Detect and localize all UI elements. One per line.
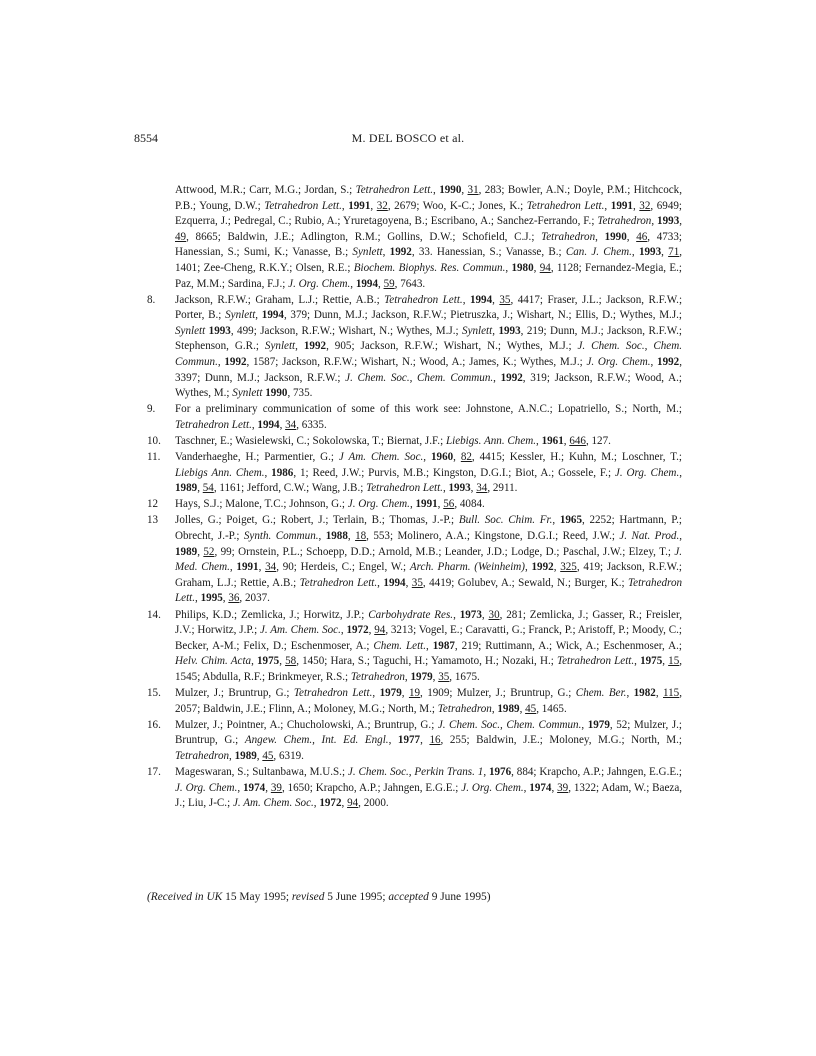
reference-text: Mulzer, J.; Pointner, A.; Chucholowski, A.; Bruntrup, G.; J. Chem. Soc., Chem. Commun., 1979, 52; Mulzer, J.; Bruntrup, G.; Angew. Chem., Int. Ed. Engl., 1977, 16, 255; Baldwin, J.E.; Moloney, M.G.; North, M.; Tetrahedron, 1989, 45, 6319.: [175, 718, 683, 762]
reference-text: Vanderhaeghe, H.; Parmentier, G.; J Am. Chem. Soc., 1960, 82, 4415; Kessler, H.; Kuhn, M.; Loschner, T.; Liebigs Ann. Chem., 1986, 1; Reed, J.W.; Purvis, M.B.; Kingston, D.G.I.; Biot, A.; Gossele, F.; J. Org. Chem., 1989, 54, 1161; Jefford, C.W.; Wang, J.B.; Tetrahedron Lett., 1993, 34, 2911.: [175, 451, 683, 495]
reference-text: Mageswaran, S.; Sultanbawa, M.U.S.; J. Chem. Soc., Perkin Trans. 1, 1976, 884; Krapcho, A.P.; Jahngen, E.G.E.; J. Org. Chem., 1974, 39, 1650; Krapcho, A.P.; Jahngen, E.G.E.; J. Org. Chem., 1974, 39, 1322; Adam, W.; Baeza, J.; Liu, J-C.; J. Am. Chem. Soc., 1972, 94, 2000.: [175, 765, 683, 810]
reference-list: [147, 183, 682, 812]
reference-text: Taschner, E.; Wasielewski, C.; Sokolowska, T.; Biernat, J.F.; Liebigs. Ann. Chem., 1961, 646, 127.: [175, 435, 611, 447]
reference-text: Mulzer, J.; Bruntrup, G.; Tetrahedron Lett., 1979, 19, 1909; Mulzer, J.; Bruntrup, G.; Chem. Ber., 1982, 115, 2057; Baldwin, J.E.; Flinn, A.; Moloney, M.G.; North, M.; Tetrahedron, 1989, 45, 1465.: [175, 687, 683, 715]
reference-item: [147, 293, 682, 402]
reference-text: Philips, K.D.; Zemlicka, J.; Horwitz, J.P.; Carbohydrate Res., 1973, 30, 281; Zemlicka, J.; Gasser, R.; Freisler, J.V.; Horwitz, J.P.; J. Am. Chem. Soc., 1972, 94, 3213; Vogel, E.; Caravatti, G.; Franck, P.; Aristoff, P.; Moody, C.; Becker, A-M.; Felix, D.; Eschenmoser, A.; Chem. Lett., 1987, 219; Ruttimann, A.; Wick, A.; Eschenmoser, A.; Helv. Chim. Acta, 1975, 58, 1450; Hara, S.; Taguchi, H.; Yamamoto, H.; Nozaki, H.; Tetrahedron Lett., 1975, 15, 1545; Abdulla, R.F.; Brinkmeyer, R.S.; Tetrahedron, 1979, 35, 1675.: [175, 608, 683, 683]
reference-item: [147, 434, 682, 450]
received-dates-footer: [147, 891, 491, 903]
reference-text: Jackson, R.F.W.; Graham, L.J.; Rettie, A.B.; Tetrahedron Lett., 1994, 35, 4417; Fraser, J.L.; Jackson, R.F.W.; Porter, B.; Synlett, 1994, 379; Dunn, M.J.; Jackson, R.F.W.; Pietruszka, J.; Wishart, N.; Ellis, D.; Wythes, M.J.; Synlett 1993, 499; Jackson, R.F.W.; Wishart, N.; Wythes, M.J.; Synlett, 1993, 219; Dunn, M.J.; Jackson, R.F.W.; Stephenson, G.R.; Synlett, 1992, 905; Jackson, R.F.W.; Wishart, N.; Wythes, M.J.; J. Chem. Soc., Chem. Commun., 1992, 1587; Jackson, R.F.W.; Wishart, N.; Wood, A.; James, K.; Wythes, M.J.; J. Org. Chem., 1992, 3397; Dunn, M.J.; Jackson, R.F.W.; J. Chem. Soc., Chem. Commun., 1992, 319; Jackson, R.F.W.; Wood, A.; Wythes, M.; Synlett 1990, 735.: [175, 293, 683, 400]
reference-text: For a preliminary communication of some of this work see: Johnstone, A.N.C.; Lopatriello, S.; North, M.; Tetrahedron Lett., 1994, 34, 6335.: [175, 403, 682, 431]
revised-label: revised: [291, 891, 325, 903]
reference-number: 17.: [147, 765, 161, 778]
reference-number: 15.: [147, 687, 161, 699]
received-date: 15 May 1995;: [225, 891, 290, 903]
reference-text: Hays, S.J.; Malone, T.C.; Johnson, G.; J. Org. Chem., 1991, 56, 4084.: [175, 498, 485, 511]
reference-number: 14.: [147, 608, 161, 621]
reference-text: Jolles, G.; Poiget, G.; Robert, J.; Terlain, B.; Thomas, J.-P.; Bull. Soc. Chim. Fr., 1965, 2252; Hartmann, P.; Obrecht, J.-P.; Synth. Commun., 1988, 18, 553; Molinero, A.A.; Kingstone, D.G.I.; Reed, J.W.; J. Nat. Prod., 1989, 52, 99; Ornstein, P.L.; Schoepp, D.D.; Arnold, M.B.; Leander, J.D.; Lodge, D.; Paschal, J.W.; Elzey, T.; J. Med. Chem., 1991, 34, 90; Herdeis, C.; Engel, W.; Arch. Pharm. (Weinheim), 1992, 325, 419; Jackson, R.F.W.; Graham, L.J.; Rettie, A.B.; Tetrahedron Lett., 1994, 35, 4419; Golubev, A.; Sewald, N.; Burger, K.; Tetrahedron Lett., 1995, 36, 2037.: [175, 514, 683, 605]
reference-item: [147, 402, 682, 433]
reference-item: [147, 513, 682, 607]
reference-item: [147, 183, 682, 292]
reference-number: 10.: [147, 435, 161, 447]
reference-text: Attwood, M.R.; Carr, M.G.; Jordan, S.; Tetrahedron Lett., 1990, 31, 283; Bowler, A.N.; Doyle, P.M.; Hitchcock, P.B.; Young, D.W.; Tetrahedron Lett., 1991, 32, 2679; Woo, K-C.; Jones, K.; Tetrahedron Lett., 1991, 32, 6949; Ezquerra, J.; Pedregal, C.; Rubio, A.; Yruretagoyena, B.; Escribano, A.; Sanchez-Ferrando, F.; Tetrahedron, 1993, 49, 8665; Baldwin, J.E.; Adlington, R.M.; Gollins, D.W.; Schofield, C.J.; Tetrahedron, 1990, 46, 4733; Hanessian, S.; Sumi, K.; Vanasse, B.; Synlett, 1992, 33. Hanessian, S.; Vanasse, B.; Can. J. Chem., 1993, 71, 1401; Zee-Cheng, R.K.Y.; Olsen, R.E.; Biochem. Biophys. Res. Commun., 1980, 94, 1128; Fernandez-Megia, E.; Paz, M.M.; Sardina, F.J.; J. Org. Chem., 1994, 59, 7643.: [175, 184, 683, 290]
reference-item: [147, 608, 682, 686]
accepted-date: 9 June 1995): [431, 891, 491, 903]
reference-item: [147, 765, 682, 812]
accepted-label: accepted: [388, 891, 429, 903]
reference-number: 9.: [147, 403, 156, 416]
reference-item: [147, 450, 682, 497]
reference-number: 11.: [147, 451, 161, 464]
reference-number: 12: [147, 498, 159, 511]
reference-number: 8.: [147, 293, 156, 306]
reference-item: [147, 497, 682, 513]
reference-number: 13: [147, 514, 159, 527]
reference-item: [147, 718, 682, 765]
received-label: (Received in UK: [147, 891, 223, 903]
running-head: M. DEL BOSCO et al.: [351, 131, 465, 145]
revised-date: 5 June 1995;: [327, 891, 386, 903]
reference-item: [147, 686, 682, 717]
page-number: 8554: [134, 131, 158, 145]
reference-number: 16.: [147, 718, 161, 731]
